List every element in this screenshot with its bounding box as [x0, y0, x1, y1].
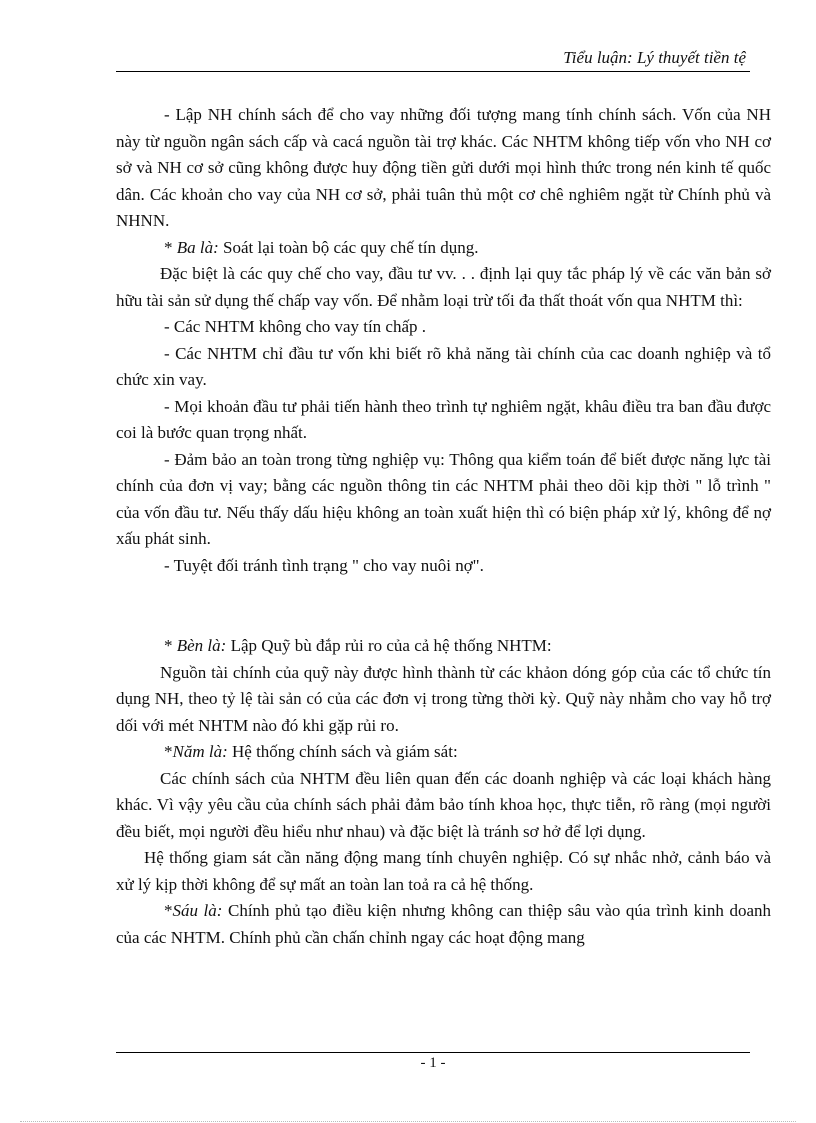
section-label: Năm là: [172, 742, 228, 761]
paragraph: - Tuyệt đối tránh tình trạng " cho vay nuôi nợ". [164, 555, 484, 575]
paragraph: - Các NHTM không cho vay tín chấp . [164, 317, 427, 336]
page-boundary [20, 1121, 796, 1122]
paragraph: - Mọi khoản đầu tư phải tiến hành theo trình tự nghiêm ngặt, khâu điều tra ban đầu được coi là bước quan trọng nhất. [116, 396, 771, 442]
paragraph: * Ba là: Soát lại toàn bộ các quy chế tín dụng. [164, 237, 479, 257]
paragraph: Hệ thống giam sát cần năng động mang tính chuyên nghiệp. Có sự nhắc nhở, cảnh báo và xử lý kịp thời không để sự mất an toàn lan toả ra cả hệ thống. [116, 848, 771, 894]
paragraph: - Lập NH chính sách để cho vay những đối tượng mang tính chính sách. Vốn của NH này từ nguồn ngân sách cấp và cacá nguồn tài trợ khác. Các NHTM không tiếp vốn vho NH cơ sở và NH cơ sở cũng không được huy động tiền gửi dưới mọi hình thức trong nén kinh tế quốc dân. Các khoản cho vay của NH cơ sở, phải tuân thủ một cơ chê nghiêm ngặt từ Chính phủ và NHNN. [116, 105, 771, 230]
section-label: Sáu là: [172, 901, 223, 920]
paragraph: - Các NHTM chỉ đầu tư vốn khi biết rõ khả năng tài chính của cac doanh nghiệp và tổ chức xin vay. [116, 343, 771, 389]
paragraph: Nguồn tài chính của quỹ này được hình thành từ các khảon dóng góp của các tổ chức tín dụng NH, theo tỷ lệ tài sản có của các đơn vị trong từng thời kỳ. Quỹ này nhằm cho vay hỗ trợ dối với mét NHTM nào đó khi gặp rủi ro. [116, 662, 771, 735]
page-number: - 1 - [420, 1055, 446, 1071]
paragraph: Các chính sách của NHTM đều liên quan đến các doanh nghiệp và các loại khách hàng khác. Vì vậy yêu cầu của chính sách phải đảm bảo tính khoa học, thực tiễn, rõ ràng (mọi người đều biết, mọi người đều hiểu như nhau) và đặc biệt là tránh sơ hở để lợi dụng. [116, 768, 771, 841]
paragraph: *Sáu là: Chính phủ tạo điều kiện nhưng không can thiệp sâu vào qúa trình kinh doanh của các NHTM. Chính phủ cần chấn chỉnh ngay các hoạt động mang [116, 901, 771, 947]
header-divider [116, 71, 750, 72]
paragraph: Đặc biệt là các quy chế cho vay, đầu tư vv. . . định lại quy tắc pháp lý về các văn bản sở hữu tài sản sử dụng thế chấp vay vốn. Để nhằm loại trừ tối đa thất thoát vốn qua NHTM thì: [116, 264, 771, 310]
footer-divider [116, 1052, 750, 1053]
paragraph: - Đảm bảo an toàn trong từng nghiệp vụ: Thông qua kiểm toán để biết được năng lực tài chính của đơn vị vay; bằng các nguồn thông tin các NHTM phải theo dõi kịp thời " lỗ trình " của vốn đầu tư. Nếu thấy dấu hiệu không an toàn xuất hiện thì có biện pháp xử lý, không để nợ xấu phát sinh. [116, 449, 771, 548]
section-label: Bèn là: [176, 636, 227, 655]
paragraph: * Bèn là: Lập Quỹ bù đắp rủi ro của cả hệ thống NHTM: [164, 636, 552, 655]
paragraph-gap [116, 579, 771, 633]
running-header: Tiểu luận: Lý thuyết tiền tệ [563, 48, 746, 67]
document-body [116, 102, 771, 951]
section-label: Ba là: [176, 237, 219, 257]
paragraph: *Năm là: Hệ thống chính sách và giám sát: [164, 742, 458, 761]
